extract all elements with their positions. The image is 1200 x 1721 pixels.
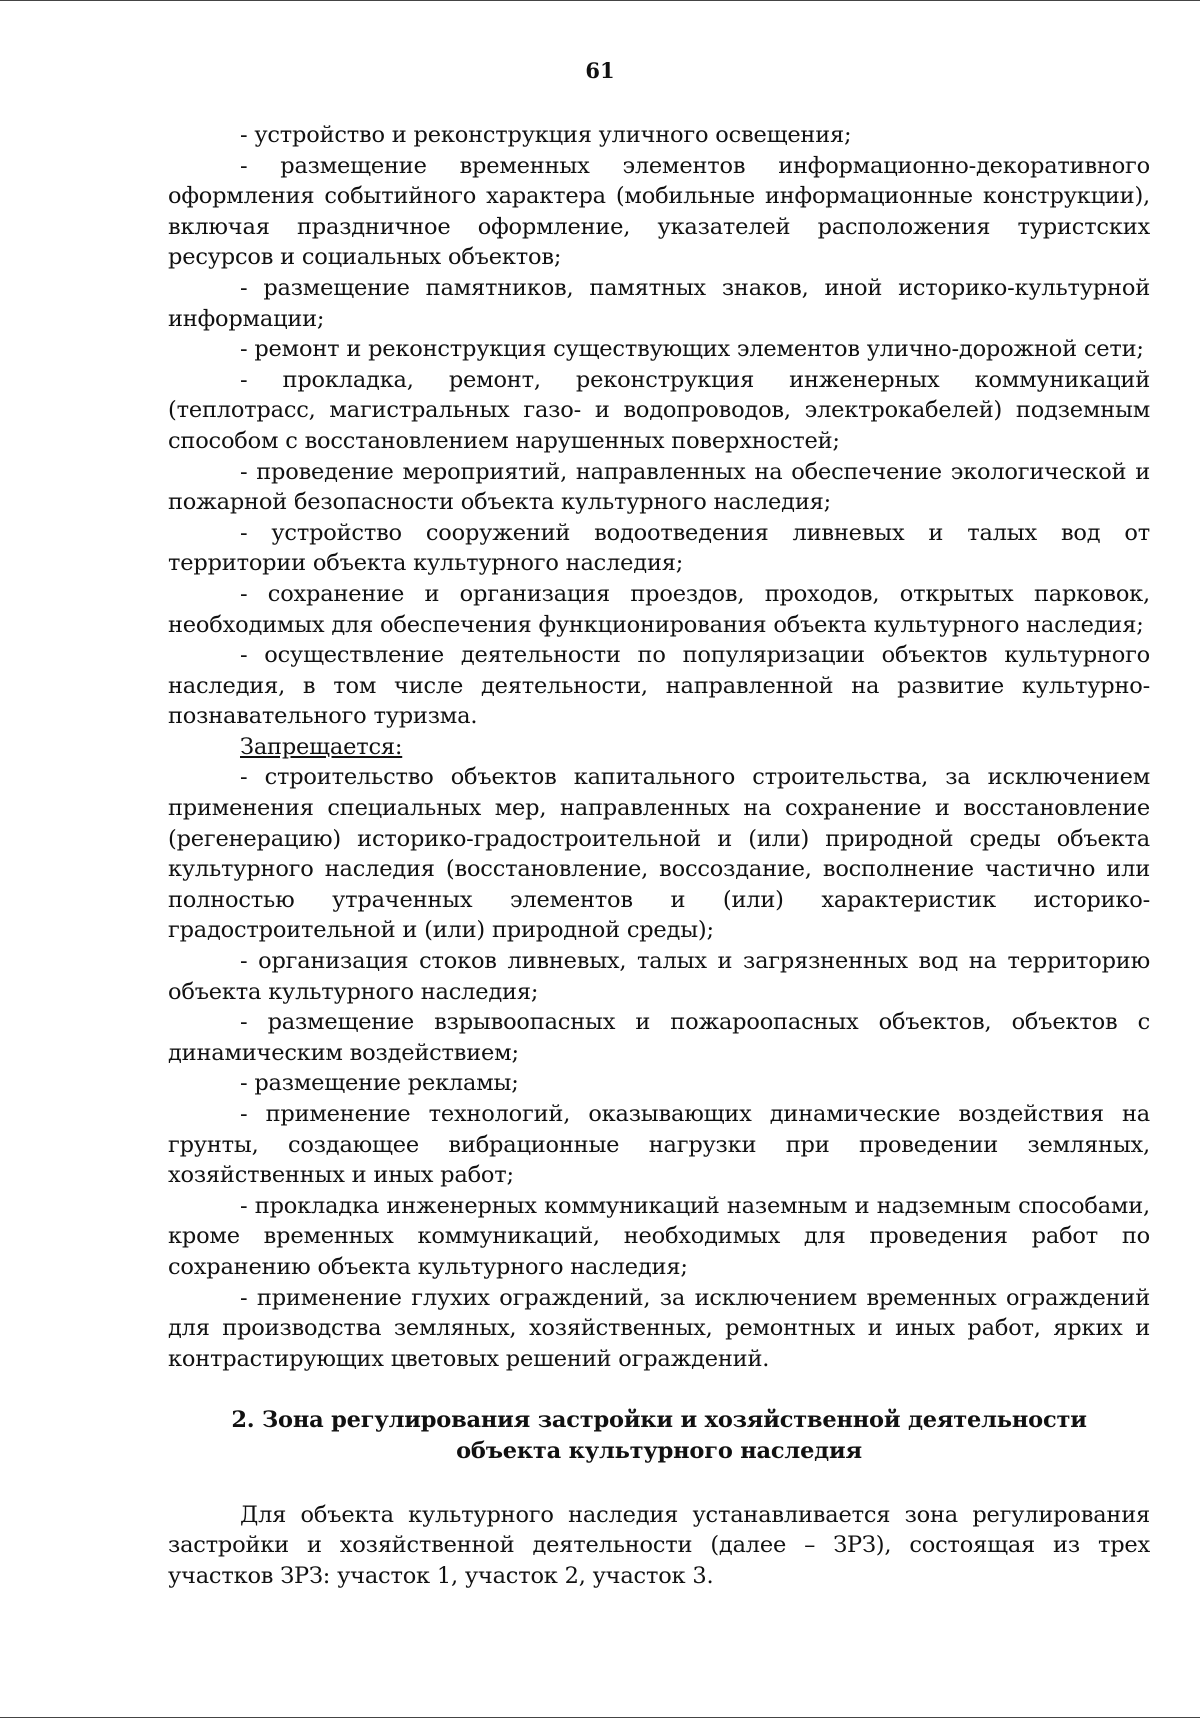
document-body	[168, 120, 1150, 1591]
permitted-item: - размещение памятников, памятных знаков, иной историко-культурной информации;	[168, 274, 1150, 332]
prohibited-item: - размещение рекламы;	[240, 1070, 519, 1097]
prohibited-item: - размещение взрывоопасных и пожароопасных объектов, объектов с динамическим воздействием;	[168, 1009, 1150, 1066]
closing-paragraph: Для объекта культурного наследия устанавливается зона регулирования застройки и хозяйственной деятельности (далее – ЗРЗ), состоящая из трех участков ЗРЗ: участок 1, участок 2, участок 3.	[168, 1501, 1150, 1589]
permitted-item: - прокладка, ремонт, реконструкция инженерных коммуникаций (теплотрасс, магистральных газо- и водопроводов, электрокабелей) подземным способом с восстановлением нарушенных поверхностей;	[168, 366, 1150, 454]
prohibited-item: - прокладка инженерных коммуникаций наземным и надземным способами, кроме временных коммуникаций, необходимых для проведения работ по сохранению объекта культурного наследия;	[168, 1192, 1150, 1280]
prohibited-item: - организация стоков ливневых, талых и загрязненных вод на территорию объекта культурного наследия;	[168, 948, 1150, 1005]
permitted-item: - размещение временных элементов информационно-декоративного оформления событийного характера (мобильные информационные конструкции), включая праздничное оформление, указателей расположения туристских ресурсов и социальных объектов;	[168, 152, 1150, 271]
prohibited-item: - применение глухих ограждений, за исключением временных ограждений для производства земляных, хозяйственных, ремонтных и иных работ, ярких и контрастирующих цветовых решений ограждений.	[168, 1284, 1150, 1372]
scan-bottom-edge	[0, 1717, 1200, 1718]
prohibited-item: - применение технологий, оказывающих динамические воздействия на грунты, создающее вибрационные нагрузки при проведении земляных, хозяйственных и иных работ;	[168, 1101, 1150, 1189]
prohibited-label	[168, 732, 1150, 763]
permitted-item: - устройство и реконструкция уличного освещения;	[240, 122, 852, 148]
scan-top-edge	[0, 0, 1200, 1]
permitted-item: - проведение мероприятий, направленных на обеспечение экологической и пожарной безопасности объекта культурного наследия;	[168, 458, 1150, 516]
permitted-item: - осуществление деятельности по популяризации объектов культурного наследия, в том числе деятельности, направленной на развитие культурно-познавательного туризма.	[168, 642, 1150, 730]
section-heading-line-1: 2. Зона регулирования застройки и хозяйственной деятельности	[231, 1407, 1087, 1434]
prohibited-label-text: Запрещается:	[240, 733, 403, 760]
permitted-item: - устройство сооружений водоотведения ливневых и талых вод от территории объекта культурного наследия;	[168, 519, 1150, 577]
permitted-item: - сохранение и организация проездов, проходов, открытых парковок, необходимых для обеспечения функционирования объекта культурного наследия;	[168, 580, 1150, 638]
prohibited-item: - строительство объектов капитального строительства, за исключением применения специальных мер, направленных на сохранение и восстановление (регенерацию) историко-градостроительной и (или) природной среды объекта культурного наследия (восстановление, воссоздание, восполнение частично или полностью утраченных элементов и (или) характеристик историко-градостроительной и (или) природной среды);	[168, 764, 1150, 944]
section-heading	[168, 1405, 1150, 1466]
permitted-item: - ремонт и реконструкция существующих элементов улично-дорожной сети;	[240, 336, 1144, 363]
page-number: 61	[585, 58, 615, 83]
section-heading-line-2: объекта культурного наследия	[456, 1437, 862, 1464]
